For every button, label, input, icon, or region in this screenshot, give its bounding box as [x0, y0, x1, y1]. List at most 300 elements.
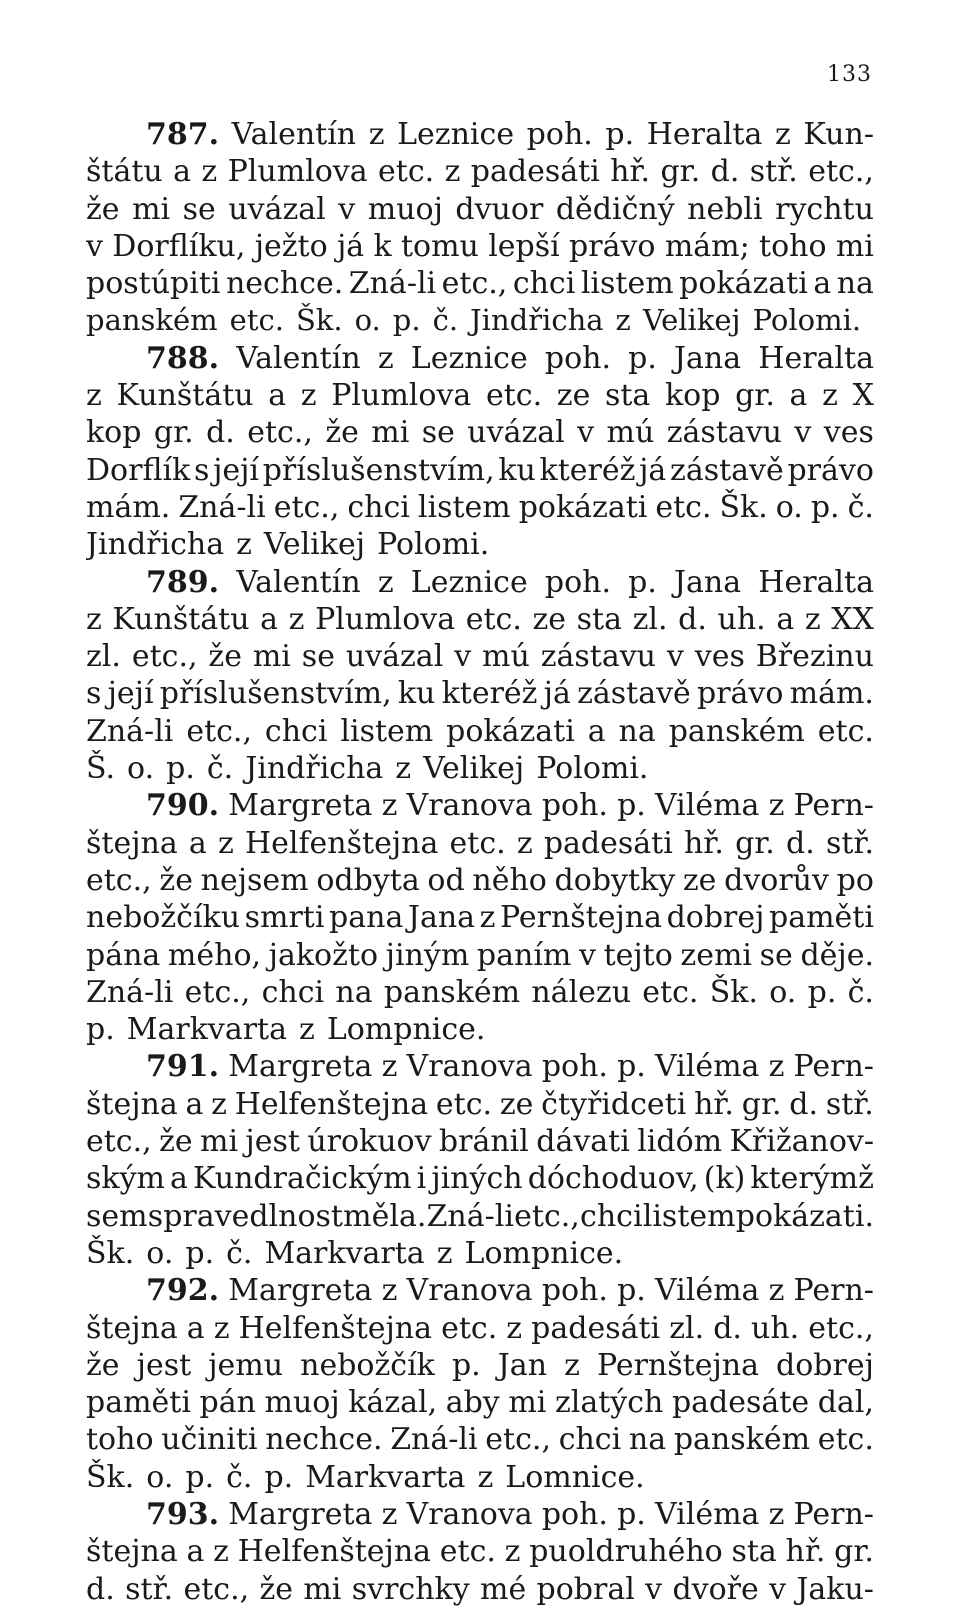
- word: v: [578, 937, 596, 973]
- word: Valentín: [236, 564, 361, 600]
- word: mé: [480, 1571, 527, 1607]
- word: mú: [482, 639, 530, 675]
- word: etc.: [229, 303, 284, 338]
- word: č.: [226, 1459, 253, 1495]
- word: jest: [136, 1347, 192, 1383]
- word: Heralta: [758, 564, 874, 600]
- word: Polomi.: [752, 303, 862, 338]
- word: rychtu: [775, 191, 874, 227]
- word: o.: [127, 751, 155, 787]
- word: z: [211, 1086, 227, 1122]
- text-line: [86, 825, 874, 862]
- word: kteréž: [539, 452, 636, 488]
- word: že: [159, 862, 193, 898]
- word: smrti: [244, 900, 325, 936]
- word: ves: [694, 639, 745, 675]
- word: p.: [617, 1049, 646, 1085]
- word: listem: [417, 489, 511, 525]
- word: z: [381, 788, 398, 824]
- word: uh.: [717, 601, 766, 637]
- word: Pernštejna: [500, 900, 662, 936]
- word: Heralta: [758, 340, 874, 376]
- word: toho: [86, 1422, 154, 1458]
- word: a: [186, 1534, 205, 1570]
- word: nebožčíku: [86, 900, 241, 936]
- word: etc.: [435, 1086, 493, 1122]
- word: od: [427, 862, 465, 898]
- text-line: [86, 1459, 874, 1496]
- word: padesáti: [531, 1310, 661, 1346]
- word: Zná-li: [178, 489, 266, 525]
- word: Kunštátu: [116, 378, 254, 414]
- word: v: [794, 415, 812, 451]
- word: na: [618, 713, 656, 749]
- word: p.: [166, 751, 195, 787]
- word: č.: [432, 303, 459, 338]
- word: z: [299, 1012, 315, 1048]
- word: z: [213, 1534, 229, 1570]
- word: Vranova: [406, 788, 533, 824]
- word: právo: [569, 228, 656, 264]
- word: úrokuov: [307, 1124, 432, 1160]
- word: z: [564, 1347, 580, 1383]
- word: svrchky: [351, 1571, 470, 1607]
- word: kop: [86, 415, 142, 451]
- word: Margreta: [228, 1496, 373, 1532]
- word: já: [543, 676, 571, 712]
- word: Jana: [407, 900, 476, 936]
- word: z: [615, 303, 631, 338]
- word: Šk.: [719, 489, 768, 525]
- word: stř.: [825, 825, 874, 861]
- word: Velikej: [423, 751, 525, 787]
- text-line: [86, 191, 874, 228]
- word: panském: [668, 713, 805, 749]
- word: uvázal: [228, 191, 326, 227]
- word: zástavu: [666, 415, 783, 451]
- word: ze: [532, 601, 567, 637]
- text-line: [86, 228, 874, 265]
- word: Pernštejna: [596, 1347, 759, 1383]
- word: v: [454, 639, 472, 675]
- text-line: [86, 1123, 874, 1160]
- text-line: [86, 1235, 874, 1272]
- word: Margreta: [228, 1273, 373, 1309]
- word: etc.: [817, 713, 874, 749]
- word: z: [444, 154, 461, 190]
- word: nechce.: [265, 1422, 383, 1458]
- word: etc.: [485, 378, 543, 414]
- word: č.: [847, 974, 874, 1010]
- word: chci: [264, 713, 328, 749]
- text-line: [86, 750, 874, 787]
- word: p.: [392, 303, 421, 338]
- word: etc.: [817, 1422, 874, 1458]
- word: její: [213, 452, 260, 488]
- word: štejna: [86, 825, 178, 861]
- word: mú: [606, 415, 655, 451]
- entry-first-line: [86, 340, 874, 377]
- word: z: [516, 825, 533, 861]
- word: Vranova: [406, 1049, 533, 1085]
- word: a: [186, 1310, 205, 1346]
- word: Margreta: [228, 1049, 373, 1085]
- word: kteréž: [441, 676, 538, 712]
- word: d.: [206, 415, 235, 451]
- word: zástavě: [577, 676, 691, 712]
- word: ku: [498, 452, 536, 488]
- word: chci: [261, 974, 325, 1010]
- word: že: [259, 1571, 294, 1607]
- word: etc.: [441, 1310, 498, 1346]
- word: Dorflík: [86, 452, 191, 488]
- word: Křižanov-: [729, 1124, 874, 1160]
- word: gr.: [741, 1086, 782, 1122]
- word: zl.: [86, 639, 121, 675]
- word: na: [628, 1422, 667, 1458]
- word: z: [479, 900, 496, 936]
- word: Plumlova: [315, 601, 456, 637]
- word: nebli: [687, 191, 763, 227]
- word: poh.: [541, 1496, 608, 1532]
- word: dávati: [536, 1124, 630, 1160]
- word: etc.: [378, 154, 435, 190]
- word: Viléma: [655, 788, 760, 824]
- entry-number: 787.: [146, 117, 220, 152]
- word: Velikej: [642, 303, 741, 338]
- word: měla.: [343, 1198, 427, 1234]
- word: etc.,: [247, 415, 313, 451]
- word: dvoře: [672, 1571, 759, 1607]
- word: o.: [769, 974, 797, 1010]
- word: a: [188, 825, 207, 861]
- word: Helfenštejna: [238, 1310, 433, 1346]
- word: Plumlova: [227, 154, 368, 190]
- word: že: [86, 191, 120, 227]
- word: uvázal: [467, 415, 565, 451]
- word: etc.,: [441, 266, 508, 302]
- word: stř.: [825, 1086, 874, 1122]
- word: učiniti: [161, 1422, 258, 1458]
- text-line: [86, 601, 874, 638]
- word: pokázati: [518, 489, 648, 525]
- word: č.: [206, 751, 234, 787]
- word: štátu: [86, 154, 163, 190]
- word: Lompnice.: [464, 1235, 624, 1271]
- word: Lomnice.: [505, 1459, 645, 1495]
- word: o.: [146, 1235, 174, 1271]
- word: mi: [200, 1124, 239, 1160]
- word: X: [852, 378, 874, 414]
- word: kop: [664, 378, 721, 414]
- entry-first-line: [86, 787, 874, 824]
- word: z: [377, 564, 394, 600]
- entry-number: 791.: [146, 1049, 220, 1085]
- word: nálezu: [531, 974, 632, 1010]
- word: štejna: [86, 1534, 178, 1570]
- word: Kun-: [803, 117, 874, 152]
- word: z: [381, 1049, 398, 1085]
- text-line: [86, 1347, 874, 1384]
- text-line: [86, 1533, 874, 1570]
- word: hř.: [683, 825, 724, 861]
- word: paměti: [86, 1385, 191, 1421]
- word: etc.: [642, 974, 699, 1010]
- word: bránil: [438, 1124, 529, 1160]
- word: jiným: [385, 937, 470, 973]
- word: paním: [476, 937, 572, 973]
- word: a: [173, 154, 191, 190]
- text-line: [86, 265, 874, 302]
- word: Šk.: [709, 974, 758, 1010]
- word: etc.: [465, 601, 522, 637]
- entry-first-line: [86, 1048, 874, 1085]
- word: Pern-: [793, 1273, 874, 1309]
- word: etc.,: [183, 1571, 250, 1607]
- word: listem: [340, 713, 434, 749]
- entry-number: 792.: [146, 1273, 220, 1309]
- word: dvuor: [455, 191, 544, 227]
- word: tejto: [603, 937, 673, 973]
- text-line: [86, 1310, 874, 1347]
- word: sta: [576, 601, 622, 637]
- word: etc.,: [485, 1422, 551, 1458]
- word: z: [822, 378, 838, 414]
- word: Helfenštejna: [234, 1086, 429, 1122]
- word: z: [804, 601, 821, 637]
- word: p.: [628, 340, 657, 376]
- word: nechce.: [225, 266, 344, 302]
- word: dal,: [817, 1385, 874, 1421]
- word: p.: [807, 974, 837, 1010]
- word: jest: [245, 1124, 300, 1160]
- word: Zná-li: [348, 266, 437, 302]
- word: z: [504, 1534, 521, 1570]
- word: ze: [556, 378, 591, 414]
- entry-first-line: [86, 564, 874, 601]
- word: muoj: [264, 1385, 340, 1421]
- word: etc.,: [514, 1198, 580, 1234]
- word: mám;: [664, 228, 750, 264]
- word: etc.,: [86, 862, 152, 898]
- word: Leznice: [410, 340, 528, 376]
- word: o.: [354, 303, 381, 338]
- word: etc.,: [808, 154, 874, 190]
- word: z: [381, 1496, 398, 1532]
- word: etc.,: [186, 713, 252, 749]
- word: mi: [508, 1385, 547, 1421]
- word: mi: [132, 191, 171, 227]
- word: Lompnice.: [326, 1012, 486, 1048]
- word: Vranova: [406, 1496, 533, 1532]
- word: z: [381, 1273, 398, 1309]
- word: mi: [371, 415, 410, 451]
- word: etc.: [655, 489, 712, 525]
- word: pokázati: [446, 713, 575, 749]
- word: mého,: [167, 937, 262, 973]
- text-line: [86, 899, 874, 936]
- word: z: [300, 378, 317, 414]
- word: pán: [199, 1385, 256, 1421]
- word: Březinu: [755, 639, 874, 675]
- word: puoldruhého: [529, 1534, 723, 1570]
- word: p.: [617, 788, 646, 824]
- word: pokázati: [679, 266, 808, 302]
- word: etc.: [439, 1534, 496, 1570]
- word: Polomi.: [536, 751, 649, 787]
- word: mi: [252, 639, 291, 675]
- word: Heralta: [646, 117, 763, 152]
- word: z: [506, 1310, 523, 1346]
- text-line: [86, 675, 874, 712]
- text-line: [86, 526, 874, 563]
- word: z: [477, 1459, 494, 1495]
- word: zl.: [669, 1310, 705, 1346]
- word: p.: [810, 489, 840, 525]
- text-line: [86, 638, 874, 675]
- word: a: [789, 378, 808, 414]
- word: v: [86, 228, 103, 264]
- word: Markvarta: [264, 1235, 425, 1271]
- word: aby: [445, 1385, 500, 1421]
- word: chci: [512, 266, 576, 302]
- word: o.: [146, 1459, 174, 1495]
- text-line: [86, 302, 874, 339]
- word: Leznice: [397, 117, 515, 152]
- word: Jindřicha: [245, 751, 384, 787]
- text-line: [86, 377, 874, 414]
- word: že: [86, 1347, 120, 1383]
- word: Pern-: [793, 788, 874, 824]
- word: kterýmž: [750, 1161, 874, 1197]
- text-line: [86, 1421, 874, 1458]
- entry-number: 793.: [146, 1496, 220, 1532]
- word: se: [759, 937, 793, 973]
- word: poh.: [544, 340, 611, 376]
- word: v: [338, 191, 356, 227]
- word: sta: [731, 1534, 777, 1570]
- word: štejna: [86, 1086, 178, 1122]
- word: panském: [673, 1422, 811, 1458]
- word: s: [193, 452, 210, 488]
- word: d.: [710, 154, 740, 190]
- word: a: [587, 713, 606, 749]
- word: hř.: [694, 1086, 734, 1122]
- word: Polomi.: [377, 527, 490, 563]
- word: na: [335, 974, 373, 1010]
- word: Zná-li: [86, 974, 174, 1010]
- word: gr.: [660, 154, 701, 190]
- word: v: [769, 1571, 787, 1607]
- word: Markvarta: [126, 1012, 287, 1048]
- word: ze: [499, 1086, 534, 1122]
- word: spravedlnost: [147, 1198, 343, 1234]
- word: Viléma: [655, 1273, 760, 1309]
- word: jiných: [431, 1161, 523, 1197]
- word: etc.,: [184, 974, 251, 1010]
- word: z: [768, 788, 785, 824]
- word: Margreta: [228, 788, 373, 824]
- word: pokázati.: [735, 1198, 874, 1234]
- word: odbyta: [316, 862, 420, 898]
- word: d.: [789, 1086, 819, 1122]
- word: gr.: [735, 378, 775, 414]
- word: z: [86, 601, 102, 637]
- word: XX: [831, 601, 874, 637]
- word: d.: [678, 601, 707, 637]
- word: z: [213, 1310, 230, 1346]
- word: d.: [713, 1310, 742, 1346]
- word: p.: [628, 564, 657, 600]
- word: Leznice: [410, 564, 528, 600]
- word: děje.: [800, 937, 874, 973]
- word: d.: [86, 1571, 115, 1607]
- word: Zná-li: [86, 713, 174, 749]
- word: poh.: [541, 788, 608, 824]
- word: právo: [697, 676, 784, 712]
- word: hř.: [610, 154, 651, 190]
- word: p.: [86, 1012, 115, 1048]
- text-line: [86, 452, 874, 489]
- word: sem: [86, 1198, 148, 1234]
- word: ježto: [254, 228, 328, 264]
- word: nejsem: [200, 862, 309, 898]
- word: mám.: [789, 676, 874, 712]
- word: pobral: [536, 1571, 635, 1607]
- word: s: [86, 676, 102, 712]
- word: a: [185, 1086, 204, 1122]
- text-line: [86, 1384, 874, 1421]
- word: chci: [580, 1198, 643, 1234]
- word: p.: [617, 1273, 646, 1309]
- text-line: [86, 937, 874, 974]
- word: v: [577, 415, 595, 451]
- word: ves: [823, 415, 874, 451]
- word: o.: [775, 489, 803, 525]
- word: ským: [86, 1161, 165, 1197]
- word: poh.: [541, 1049, 608, 1085]
- word: gr.: [153, 415, 194, 451]
- word: uh.: [751, 1310, 800, 1346]
- text-line: [86, 713, 874, 750]
- word: Pern-: [793, 1496, 874, 1532]
- text-line: [86, 1086, 874, 1123]
- word: uvázal: [345, 639, 444, 675]
- word: padesáti: [543, 825, 673, 861]
- word: etc.,: [131, 639, 198, 675]
- word: z: [288, 601, 305, 637]
- word: pána: [86, 937, 161, 973]
- word: dobrej: [776, 1347, 874, 1383]
- word: Viléma: [655, 1049, 760, 1085]
- word: z: [768, 1049, 785, 1085]
- word: Viléma: [655, 1496, 760, 1532]
- word: právo: [787, 452, 874, 488]
- word: ze: [682, 862, 717, 898]
- word: poh.: [544, 564, 611, 600]
- word: gr.: [735, 825, 775, 861]
- word: p.: [605, 117, 635, 152]
- word: Jindřicha: [470, 303, 604, 338]
- word: a: [776, 601, 795, 637]
- word: lidóm: [637, 1124, 723, 1160]
- word: jemu: [208, 1347, 284, 1383]
- word: Helfenštejna: [237, 1534, 432, 1570]
- word: z: [775, 117, 791, 152]
- word: Jan: [497, 1347, 548, 1383]
- page-number: 133: [827, 62, 872, 87]
- word: Šk.: [86, 1459, 135, 1495]
